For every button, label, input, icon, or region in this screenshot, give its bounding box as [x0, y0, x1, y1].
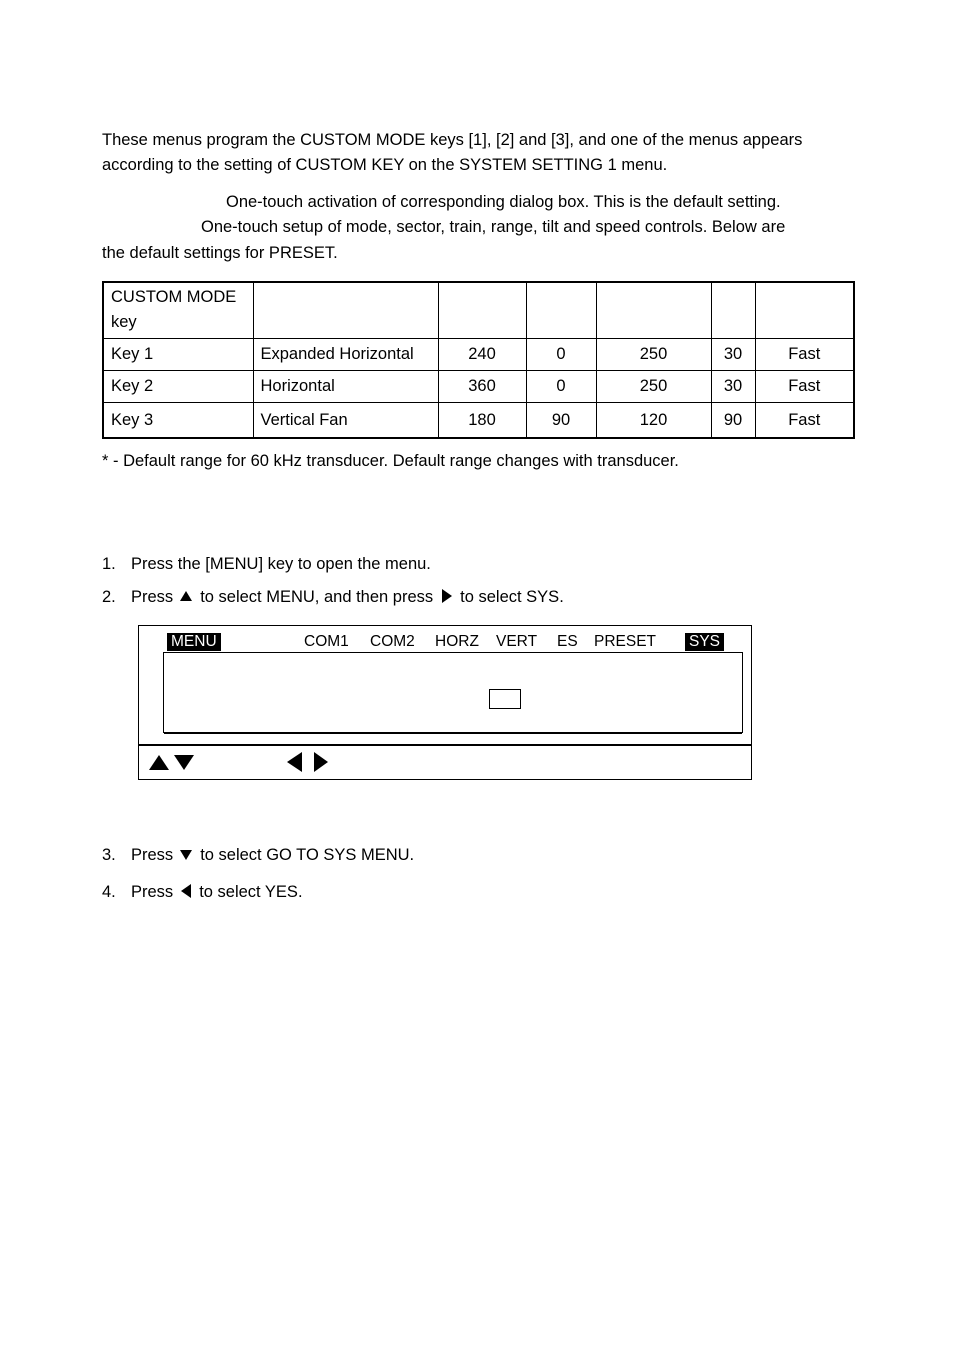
tab-sys[interactable]: SYS: [685, 633, 724, 651]
tab-com1[interactable]: COM1: [304, 633, 349, 650]
table-row: Key 2 Horizontal 360 0 250 30 Fast: [103, 371, 854, 403]
step-text: Press the [MENU] key to open the menu.: [131, 555, 431, 573]
footnote: * - Default range for 60 kHz transducer. Default range changes with transducer.: [102, 452, 679, 470]
step-number: 2.: [102, 588, 116, 606]
tab-menu[interactable]: MENU: [167, 633, 221, 651]
divider: [139, 744, 751, 746]
table-header-row: [103, 282, 854, 339]
tab-com2[interactable]: COM2: [370, 633, 415, 650]
step-number: 4.: [102, 883, 116, 901]
step-number: 1.: [102, 555, 116, 573]
preset-description: One-touch setup of mode, sector, train, range, tilt and speed controls. Below are: [201, 218, 786, 236]
arrow-left-icon: [181, 884, 191, 898]
arrow-up-icon: [149, 755, 169, 770]
tab-preset[interactable]: PRESET: [594, 633, 657, 650]
menu-screen: [138, 625, 752, 780]
intro-line-2: according to the setting of CUSTOM KEY on the SYSTEM SETTING 1 menu.: [102, 156, 668, 174]
arrow-left-icon: [287, 752, 302, 772]
arrow-right-icon: [314, 752, 328, 772]
intro-line-1: These menus program the CUSTOM MODE keys [1], [2] and [3], and one of the menus appears: [102, 131, 803, 149]
preset-description-cont: the default settings for PRESET.: [102, 244, 338, 262]
dialog-description: One-touch activation of corresponding dialog box. This is the default setting.: [226, 193, 781, 211]
selection-box[interactable]: [489, 689, 521, 709]
arrow-right-icon: [442, 589, 452, 603]
table-header-cell: CUSTOM MODE key: [103, 282, 253, 339]
tab-es[interactable]: ES: [557, 633, 578, 650]
step-number: 3.: [102, 846, 116, 864]
arrow-down-icon: [180, 850, 192, 860]
menu-content-area: [163, 652, 743, 733]
table-row: Key 3 Vertical Fan 180 90 120 90 Fast: [103, 403, 854, 439]
arrow-up-icon: [180, 591, 192, 601]
tab-horz[interactable]: HORZ: [435, 633, 479, 650]
tab-vert[interactable]: VERT: [496, 633, 538, 650]
arrow-down-icon: [174, 755, 194, 770]
preset-defaults-table: [102, 281, 855, 439]
table-row: Key 1 Expanded Horizontal 240 0 250 30 Fast: [103, 339, 854, 371]
